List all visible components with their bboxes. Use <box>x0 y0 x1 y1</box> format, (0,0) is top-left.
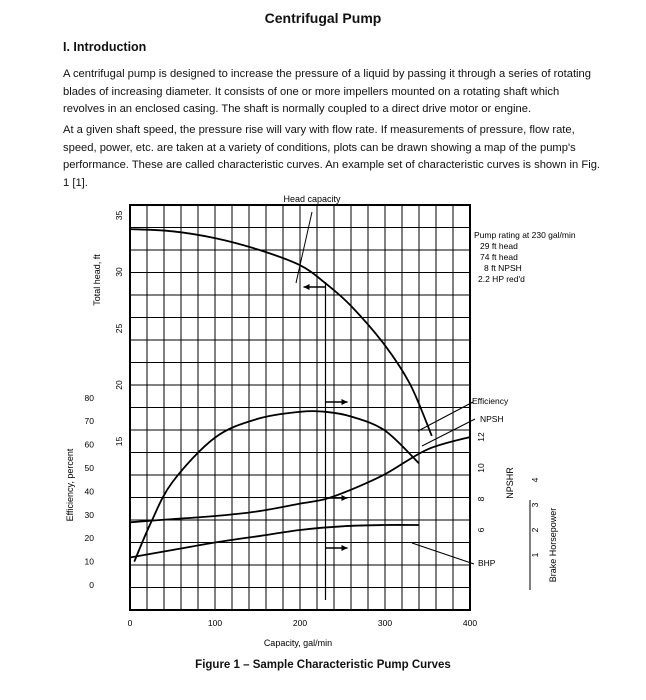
x-tick-label: 400 <box>462 618 478 628</box>
head-tick-label: 25 <box>114 323 124 334</box>
x-tick-label: 100 <box>207 618 223 628</box>
figure-caption: Figure 1 – Sample Characteristic Pump Curves <box>195 659 451 671</box>
efficiency-tick-label: 0 <box>89 580 94 590</box>
intro-paragraph-1: A centrifugal pump is designed to increase the pressure of a liquid by passing it through a series of rotating blades of increasing diameter. It consists of one or more impellers mounted on a rotating shaft which revolves in an enclosed casing. The shaft is normally coupled to a direct drive motor or engine. <box>63 68 591 115</box>
efficiency-annotation: Efficiency <box>472 396 509 406</box>
x-tick-label: 0 <box>127 618 133 628</box>
bhp-leader <box>412 543 474 564</box>
efficiency-tick-label: 60 <box>84 439 94 450</box>
head-tick-label: 20 <box>114 380 124 390</box>
rating-line-3: 74 ft head <box>480 252 518 262</box>
efficiency-axis-label: Efficiency, percent <box>65 448 75 522</box>
x-tick-label: 200 <box>292 618 308 628</box>
series-line-head-capacity <box>130 229 432 436</box>
rating-line-5: 2.2 HP red'd <box>478 274 525 284</box>
bhp-tick-label: 3 <box>530 502 540 508</box>
series-line-bhp <box>130 525 419 558</box>
head-rating-arrow-head <box>304 284 310 290</box>
efficiency-tick-label: 30 <box>84 509 94 520</box>
bhp-annotation: BHP <box>478 558 496 568</box>
npshr-axis-label: NPSHR <box>505 467 515 499</box>
efficiency-tick-label: 70 <box>84 416 94 427</box>
document-title: Centrifugal Pump <box>264 10 382 26</box>
npshr-tick-label: 10 <box>476 463 486 473</box>
efficiency-tick-label: 10 <box>84 556 94 567</box>
rating-markers <box>304 282 348 600</box>
bhp-axis-label: Brake Horsepower <box>548 507 558 583</box>
npshr-tick-label: 12 <box>476 432 486 442</box>
x-axis-label: Capacity, gal/min <box>263 638 333 648</box>
efficiency-rating-arrow-head <box>342 399 348 405</box>
rating-line-1: Pump rating at 230 gal/min <box>474 230 576 240</box>
series-line-efficiency <box>134 411 419 561</box>
bhp-tick-label: 1 <box>530 552 540 558</box>
rating-line-2: 29 ft head <box>480 241 518 251</box>
x-tick-label: 300 <box>377 618 393 628</box>
intro-paragraph-2: At a given shaft speed, the pressure rise will vary with flow rate. If measurements of pressure, flow rate, speed, power, etc. are taken at a variety of conditions, plots can be drawn showing a map of the pump's performance. These are called characteristic curves. An example set of characteristic curves is shown in Fig. 1 [1]. <box>63 124 601 189</box>
head-capacity-annotation: Head capacity <box>283 194 341 204</box>
efficiency-tick-label: 20 <box>84 533 94 544</box>
npsh-annotation: NPSH <box>480 414 504 424</box>
efficiency-tick-label: 50 <box>84 463 94 473</box>
efficiency-tick-label: 40 <box>84 486 94 497</box>
efficiency-leader <box>418 402 473 431</box>
npshr-tick-label: 8 <box>476 496 486 502</box>
head-axis-label: Total head, ft <box>92 254 102 306</box>
section-heading: I. Introduction <box>63 40 147 54</box>
bhp-tick-label: 4 <box>530 477 540 483</box>
head-tick-label: 35 <box>114 210 124 221</box>
head-tick-label: 30 <box>114 267 124 277</box>
bhp-tick-label: 2 <box>530 527 540 533</box>
efficiency-tick-label: 80 <box>84 392 94 403</box>
npshr-tick-label: 6 <box>476 527 486 533</box>
head-tick-label: 15 <box>114 436 124 447</box>
bhp-rating-arrow-head <box>342 545 348 551</box>
npsh-rating-arrow-head <box>342 495 348 501</box>
rating-line-4: 8 ft NPSH <box>484 263 522 273</box>
